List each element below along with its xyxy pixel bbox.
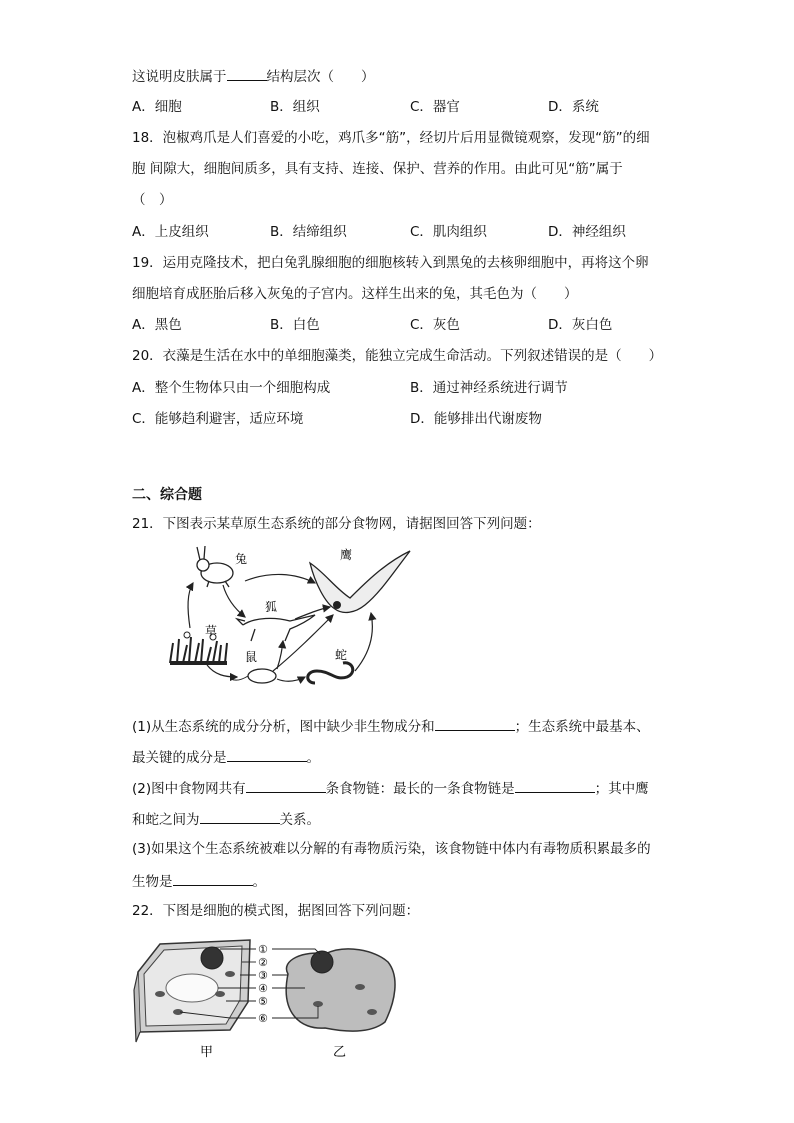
arrow-rabbit-eagle — [245, 574, 315, 583]
q19-option-b[interactable]: B．白色 — [270, 317, 320, 333]
q18-stem-line3: （ ） — [132, 192, 173, 208]
grass-label: 草 — [205, 624, 218, 638]
mouse-figure — [231, 669, 276, 683]
q20-option-d[interactable]: D．能够排出代谢废物 — [410, 411, 542, 427]
q18-stem-line1: 18．泡椒鸡爪是人们喜爱的小吃，鸡爪多“筋”，经切片后用显微镜观察，发现“筋”的细 — [132, 130, 650, 146]
q21-part3-line2 — [132, 871, 266, 891]
q18-option-a[interactable]: A．上皮组织 — [132, 224, 209, 240]
q21-intro: 21．下图表示某草原生态系统的部分食物网，请据图回答下列问题： — [132, 516, 541, 532]
section-title: 二、综合题 — [132, 487, 202, 503]
grass-figure — [170, 632, 227, 663]
q20-option-a[interactable]: A．整个生物体只由一个细胞构成 — [132, 380, 331, 396]
q22-intro: 22．下图是细胞的模式图，据图回答下列问题： — [132, 903, 420, 919]
q19-stem-line1: 19．运用克隆技术，把白兔乳腺细胞的细胞核转入到黑兔的去核卵细胞中，再将这个卵 — [132, 255, 649, 271]
q18-option-b[interactable]: B．结缔组织 — [270, 224, 347, 240]
arrow-grass-mouse — [207, 665, 237, 677]
q21-blank-2[interactable] — [227, 747, 307, 762]
q21-part2-line2 — [132, 809, 320, 829]
q21-part2-text-c: ；其中鹰 — [594, 781, 649, 797]
q21-blank-1[interactable] — [435, 716, 515, 731]
q17-option-b[interactable]: B．组织 — [270, 99, 320, 115]
eagle-figure — [310, 551, 410, 612]
q21-part1-text-a: (1)从生态系统的成分分析，图中缺少非生物成分和 — [132, 719, 435, 735]
q21-part2-text-d: 和蛇之间为 — [132, 812, 200, 828]
label-jia: 甲 — [200, 1045, 214, 1060]
q21-blank-6[interactable] — [173, 871, 253, 886]
q17-stem-tail — [132, 66, 375, 86]
rabbit-figure — [197, 546, 233, 587]
mouse-label: 鼠 — [245, 650, 258, 664]
q21-part1-line2 — [132, 747, 320, 767]
q21-part1-text-b: ；生态系统中最基本、 — [514, 719, 650, 735]
q21-part3-line1: (3)如果这个生态系统被难以分解的有毒物质污染，该食物链中体内有毒物质积累最多的 — [132, 841, 651, 857]
q19-stem-line2: 细胞培育成胚胎后移入灰兔的子宫内。这样生出来的兔，其毛色为（ ） — [132, 286, 578, 302]
q21-part2-text-a: (2)图中食物网共有 — [132, 781, 246, 797]
label-yi: 乙 — [333, 1045, 347, 1060]
fox-figure — [237, 615, 315, 641]
q17-stem-pre: 这说明皮肤属于 — [132, 69, 227, 85]
arrow-mouse-snake — [277, 677, 305, 681]
q21-part2-text-b: 条食物链：最长的一条食物链是 — [325, 781, 515, 797]
q21-blank-4[interactable] — [515, 778, 595, 793]
q21-blank-5[interactable] — [200, 809, 280, 824]
q21-part3-text-b: 生物是 — [132, 874, 173, 890]
q21-part1-text-c: 最关键的成分是 — [132, 750, 227, 766]
q17-answer-blank[interactable] — [227, 66, 267, 81]
plant-cell-figure — [134, 940, 250, 1042]
q17-option-a[interactable]: A．细胞 — [132, 99, 182, 115]
q21-part1-text-d: 。 — [306, 750, 320, 766]
q17-option-c[interactable]: C．器官 — [410, 99, 460, 115]
q19-option-c[interactable]: C．灰色 — [410, 317, 460, 333]
q17-option-d[interactable]: D．系统 — [548, 99, 599, 115]
q21-part2-text-e: 关系。 — [279, 812, 320, 828]
q18-stem-line2: 胞 间隙大，细胞间质多，具有支持、连接、保护、营养的作用。由此可见“筋”属于 — [132, 161, 623, 177]
q18-option-c[interactable]: C．肌肉组织 — [410, 224, 487, 240]
arrow-snake-eagle — [355, 613, 372, 671]
q21-blank-3[interactable] — [246, 778, 326, 793]
marker-6: ⑥ — [258, 1012, 268, 1025]
cell-diagram — [130, 932, 410, 1067]
marker-1: ① — [258, 943, 268, 956]
q21-part1-line1 — [132, 716, 650, 736]
q21-part3-text-c: 。 — [252, 874, 266, 890]
marker-5: ⑤ — [258, 995, 268, 1008]
q19-option-a[interactable]: A．黑色 — [132, 317, 182, 333]
q21-part2-line1 — [132, 778, 649, 798]
snake-figure — [308, 663, 353, 683]
q17-stem-post: 结构层次（ ） — [266, 69, 375, 85]
q20-option-b[interactable]: B．通过神经系统进行调节 — [410, 380, 568, 396]
eagle-label: 鹰 — [340, 548, 353, 562]
animal-cell-figure — [286, 949, 395, 1031]
marker-3: ③ — [258, 969, 268, 982]
rabbit-label: 兔 — [235, 552, 248, 566]
snake-label: 蛇 — [335, 648, 348, 662]
cell-markers — [258, 943, 268, 1025]
q20-option-c[interactable]: C．能够趋利避害，适应环境 — [132, 411, 304, 427]
q20-stem: 20．衣藻是生活在水中的单细胞藻类，能独立完成生命活动。下列叙述错误的是（ ） — [132, 348, 663, 364]
q19-option-d[interactable]: D．灰白色 — [548, 317, 613, 333]
arrow-grass-rabbit — [188, 583, 193, 628]
food-web-diagram — [165, 543, 420, 693]
arrow-rabbit-fox — [223, 585, 245, 617]
marker-2: ② — [258, 956, 268, 969]
marker-4: ④ — [258, 982, 268, 995]
q18-option-d[interactable]: D．神经组织 — [548, 224, 626, 240]
fox-label: 狐 — [265, 600, 278, 614]
